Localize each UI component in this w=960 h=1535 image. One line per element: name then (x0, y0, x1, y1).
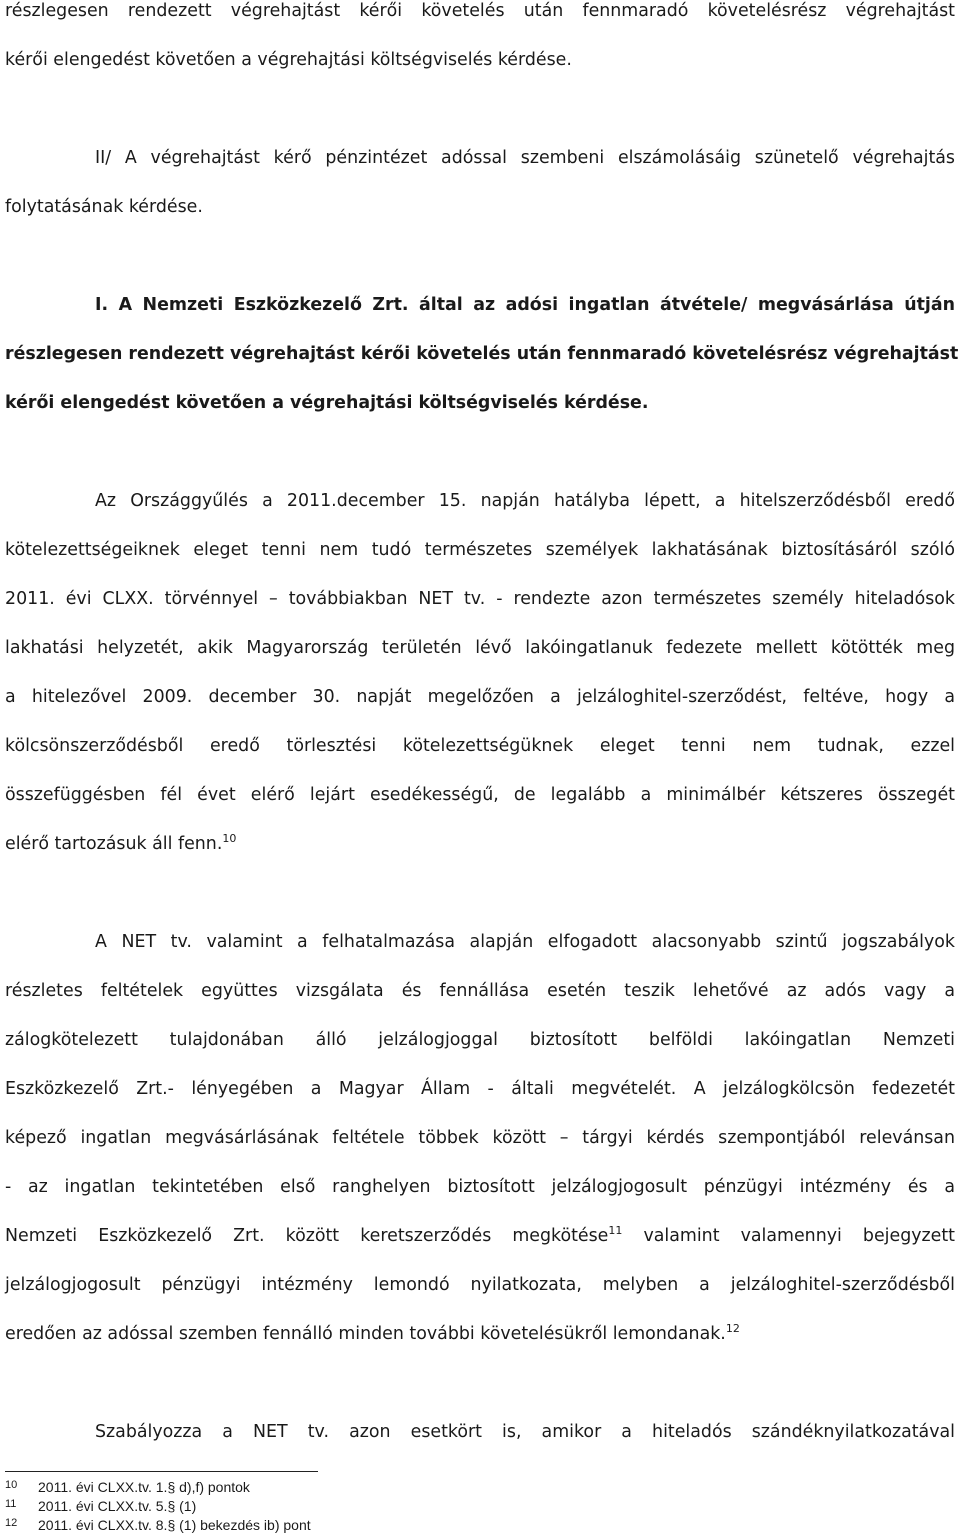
para-4-line-1: Szabályozza a NET tv. azon esetkört is, amikor a hiteladós szándéknyilatkozatával (95, 1422, 955, 1442)
section-i-heading-line-2: részlegesen rendezett végrehajtást kérői követelés után fennmaradó követelésrész végrehajtást (5, 344, 959, 364)
para-3-line-4: Eszközkezelő Zrt.- lényegében a Magyar Állam - általi megvételét. A jelzálogkölcsön fedezetét (5, 1079, 955, 1099)
para-2-line-8-text: elérő tartozásuk áll fenn. (5, 834, 223, 854)
footnote-ref-11[interactable]: 11 (608, 1224, 623, 1237)
para-2-line-5: a hitelezővel 2009. december 30. napját megelőzően a jelzáloghitel-szerződést, feltéve, hogy a (5, 687, 955, 707)
para-2-line-6: kölcsönszerződésből eredő törlesztési kötelezettségüknek eleget tenni nem tudnak, ezzel (5, 736, 955, 756)
section-i-heading-line-3: kérői elengedést követően a végrehajtási költségviselés kérdése. (5, 393, 649, 413)
para-3-line-7-text-b: valamint valamennyi bejegyzett (622, 1226, 955, 1246)
footnote-number: 10 (5, 1479, 18, 1491)
para-2-line-4: lakhatási helyzetét, akik Magyarország területén lévő lakóingatlanuk fedezete mellett kötötték meg (5, 638, 955, 658)
para-3-line-5: képező ingatlan megvásárlásának feltétele többek között – tárgyi kérdés szempontjából relevánsan (5, 1128, 955, 1148)
footnote-separator (5, 1471, 318, 1472)
para-2-line-2: kötelezettségeiknek eleget tenni nem tudó természetes személyek lakhatásának biztosításáról szóló (5, 540, 955, 560)
footnote-text: 2011. évi CLXX.tv. 5.§ (1) (38, 1498, 197, 1514)
para-3-line-1: A NET tv. valamint a felhatalmazása alapján elfogadott alacsonyabb szintű jogszabályok (95, 932, 955, 952)
para-2-line-7: összefüggésben fél évet elérő lejárt esedékességű, de legalább a minimálbér kétszeres összegét (5, 785, 955, 805)
footnote-ref-12[interactable]: 12 (725, 1322, 740, 1335)
footnote-10 (5, 1477, 605, 1495)
footnote-number: 11 (5, 1498, 17, 1510)
footnote-ref-10[interactable]: 10 (222, 832, 237, 845)
section-ii-heading-line-2: folytatásának kérdése. (5, 197, 203, 217)
para-2-line-1: Az Országgyűlés a 2011.december 15. napján hatályba lépett, a hitelszerződésből eredő (95, 491, 955, 511)
para-3-line-2: részletes feltételek együttes vizsgálata és fennállása esetén teszik lehetővé az adós vagy a (5, 981, 955, 1001)
para-2-line-3: 2011. évi CLXX. törvénnyel – továbbiakban NET tv. - rendezte azon természetes személy hiteladósok (5, 589, 955, 609)
para-3-line-6: - az ingatlan tekintetében első ranghelyen biztosított jelzálogjogosult pénzügyi intézmény és a (5, 1177, 955, 1197)
para-3-line-3: zálogkötelezett tulajdonában álló jelzálogjoggal biztosított belföldi lakóingatlan Nemzeti (5, 1030, 955, 1050)
footnote-12 (5, 1515, 605, 1533)
para-3-line-9 (5, 1323, 955, 1345)
para-2-line-8 (5, 833, 955, 855)
para-3-line-7 (5, 1225, 955, 1247)
footnote-number: 12 (5, 1517, 18, 1529)
section-i-heading-line-1: I. A Nemzeti Eszközkezelő Zrt. által az adósi ingatlan átvétele/ megvásárlása útján (95, 295, 955, 315)
footnote-text: 2011. évi CLXX.tv. 1.§ d),f) pontok (38, 1479, 250, 1495)
footnote-text: 2011. évi CLXX.tv. 8.§ (1) bekezdés ib) pont (38, 1517, 311, 1533)
para-1-line-2: kérői elengedést követően a végrehajtási költségviselés kérdése. (5, 50, 572, 70)
section-ii-heading-line-1: II/ A végrehajtást kérő pénzintézet adóssal szembeni elszámolásáig szünetelő végrehajtás (95, 148, 955, 168)
para-1-line-1: részlegesen rendezett végrehajtást kérői követelés után fennmaradó követelésrész végrehajtást (5, 1, 955, 21)
para-3-line-9-text: eredően az adóssal szemben fennálló minden további követelésükről lemondanak. (5, 1324, 726, 1344)
footnote-11 (5, 1496, 605, 1514)
para-3-line-7-text-a: Nemzeti Eszközkezelő Zrt. között keretszerződés megkötése (5, 1226, 609, 1246)
para-3-line-8: jelzálogjogosult pénzügyi intézmény lemondó nyilatkozata, melyben a jelzáloghitel-szerződésből (5, 1275, 955, 1295)
